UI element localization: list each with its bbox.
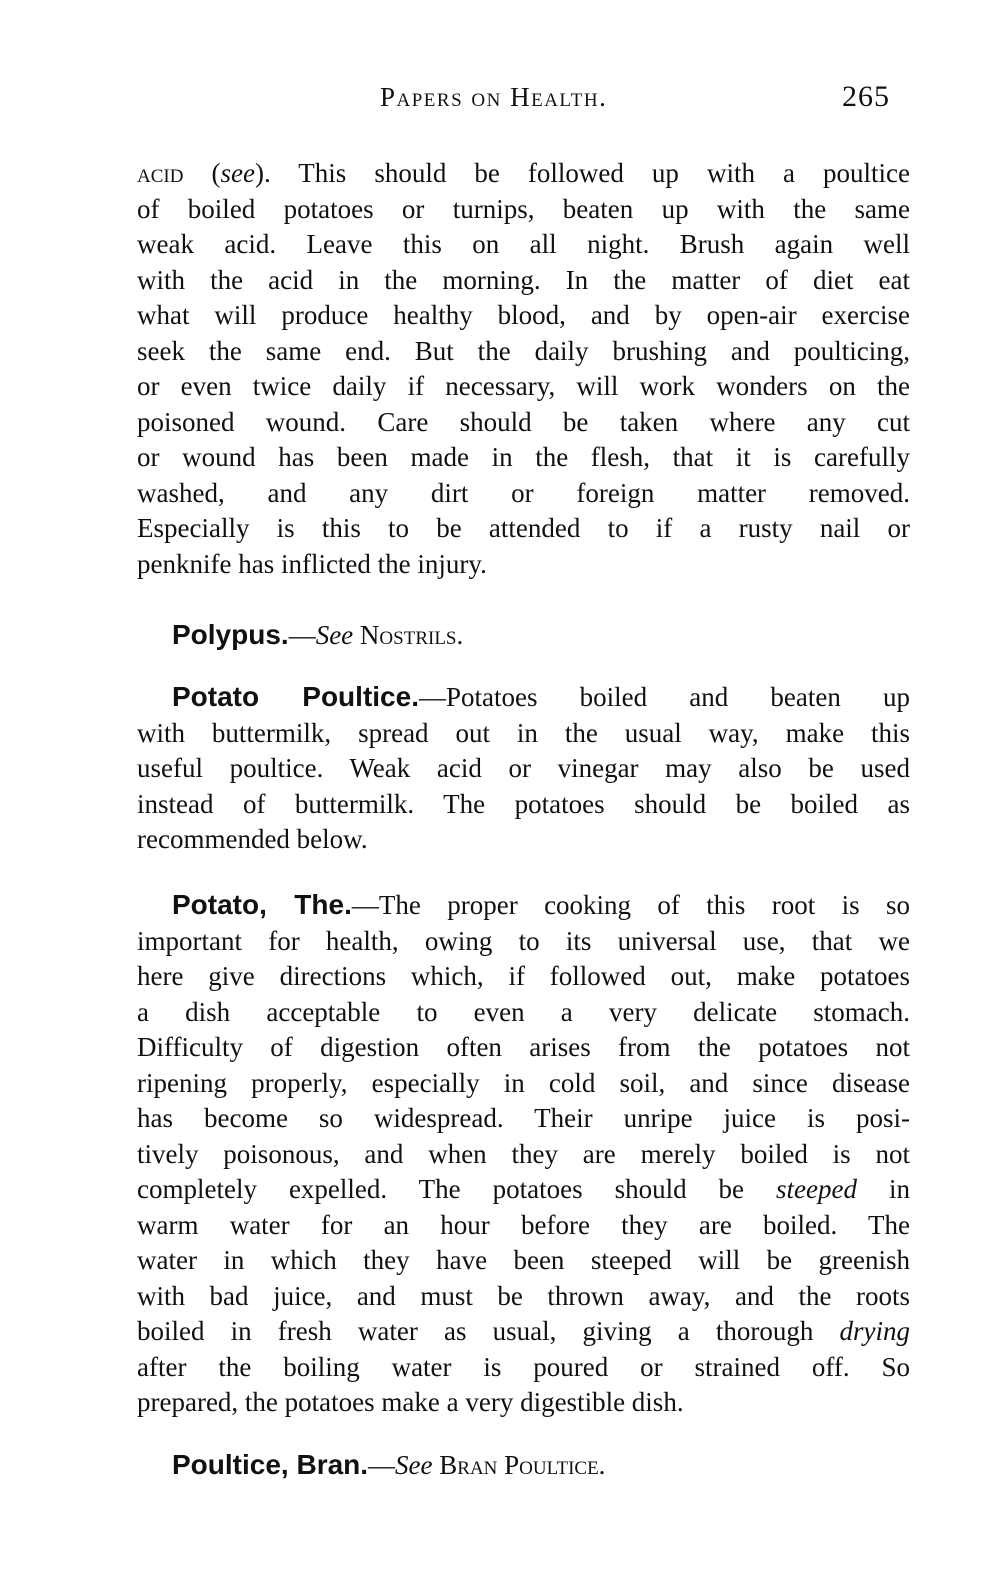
text-run: see: [220, 158, 255, 188]
text-run: Difficulty of digestion often arises from the potatoes not: [137, 1032, 910, 1062]
text-line: [137, 262, 910, 298]
text-line: [137, 994, 910, 1030]
text-line: [137, 439, 910, 475]
text-run: with buttermilk, spread out in the usual way, make this: [137, 717, 910, 748]
text-line: [137, 750, 910, 786]
text-line: [137, 297, 910, 333]
text-line: [137, 1029, 910, 1065]
text-line: [137, 510, 910, 546]
text-run: boiled in fresh water as usual, giving a thorough: [137, 1316, 840, 1346]
text-line: [137, 333, 910, 369]
text-line: [137, 786, 910, 822]
text-run: —: [288, 620, 316, 650]
text-run: important for health, owing to its universal use, that we: [137, 925, 910, 956]
text-run: drying: [839, 1316, 910, 1346]
text-line: [137, 1349, 910, 1385]
text-run: of boiled potatoes or turnips, beaten up with the same: [137, 193, 910, 224]
text-line: [137, 475, 910, 511]
running-header-title: Papers on Health.: [380, 82, 608, 112]
text-line: [137, 1136, 910, 1172]
text-run: prepared, the potatoes make a very digestible dish.: [137, 1387, 684, 1417]
text-run: poisoned wound. Care should be taken where any cut: [137, 406, 910, 437]
entry-heading: Poultice, Bran.: [172, 1449, 369, 1480]
text-line: [172, 887, 910, 923]
text-run: Bran Poultice.: [439, 1450, 606, 1480]
text-run: ripening properly, especially in cold soil, and since disease: [137, 1067, 910, 1098]
text-run: in: [857, 1174, 910, 1204]
text-line: [137, 155, 910, 191]
text-run: washed, and any dirt or foreign matter removed.: [137, 477, 910, 508]
text-run: completely expelled. The potatoes should be: [137, 1174, 777, 1204]
text-run: penknife has inflicted the injury.: [137, 548, 487, 579]
text-run: or even twice daily if necessary, will work wonders on the: [137, 371, 910, 401]
text-run: here give directions which, if followed out, make potatoes: [137, 961, 910, 991]
text-run: (: [183, 158, 221, 188]
text-run: a dish acceptable to even a very delicate stomach.: [137, 996, 910, 1027]
text-line: [137, 715, 910, 751]
text-line: [137, 1278, 910, 1314]
text-run: has become so widespread. Their unripe juice is posi-: [137, 1103, 910, 1133]
text-line: [137, 1242, 910, 1278]
text-run: seek the same end. But the daily brushing and poulticing,: [137, 335, 910, 366]
text-line: [172, 1447, 910, 1483]
entry-heading: Potato Poultice.: [172, 681, 419, 712]
text-run: warm water for an hour before they are boiled. The: [137, 1209, 910, 1240]
text-run: —Potatoes boiled and beaten up: [418, 682, 911, 712]
text-run: steeped: [776, 1174, 857, 1204]
text-run: Especially is this to be attended to if a rusty nail or: [137, 513, 910, 543]
text-run: —: [368, 1450, 396, 1480]
text-run: —The proper cooking of this root is so: [351, 890, 910, 920]
text-line: [137, 1207, 910, 1243]
text-line: [137, 226, 910, 262]
text-run: See: [315, 620, 354, 650]
text-run: acid: [137, 158, 184, 188]
text-line: [172, 679, 910, 715]
text-run: with the acid in the morning. In the matter of diet eat: [137, 264, 910, 295]
text-run: Nostrils.: [359, 620, 464, 650]
text-line: [172, 617, 910, 653]
text-run: after the boiling water is poured or strained off. So: [137, 1351, 910, 1382]
text-run: with bad juice, and must be thrown away, and the roots: [137, 1280, 910, 1311]
entry-heading: Potato, The.: [172, 889, 352, 920]
text-line: [137, 404, 910, 440]
text-run: recommended below.: [137, 824, 368, 854]
text-run: See: [395, 1450, 433, 1480]
text-run: ). This should be followed up with a poultice: [254, 158, 910, 188]
text-run: water in which they have been steeped will be greenish: [137, 1245, 910, 1275]
entry-heading: Polypus.: [172, 619, 289, 650]
text-line: [137, 191, 910, 227]
text-run: useful poultice. Weak acid or vinegar may also be used: [137, 753, 910, 783]
text-line: [137, 821, 910, 857]
text-line: [137, 1384, 910, 1420]
text-line: [137, 1171, 910, 1207]
text-run: or wound has been made in the flesh, that it is carefully: [137, 442, 910, 472]
text-line: [137, 1065, 910, 1101]
text-line: [137, 923, 910, 959]
text-line: [137, 1313, 910, 1349]
text-run: tively poisonous, and when they are merely boiled is not: [137, 1138, 910, 1169]
text-run: what will produce healthy blood, and by open-air exercise: [137, 300, 910, 330]
text-run: weak acid. Leave this on all night. Brush again well: [137, 229, 910, 259]
text-run: [353, 620, 360, 650]
text-line: [137, 368, 910, 404]
page-number: 265: [842, 80, 890, 113]
text-line: [137, 546, 910, 582]
text-run: instead of buttermilk. The potatoes should be boiled as: [137, 788, 910, 819]
text-line: [137, 958, 910, 994]
text-line: [137, 1100, 910, 1136]
